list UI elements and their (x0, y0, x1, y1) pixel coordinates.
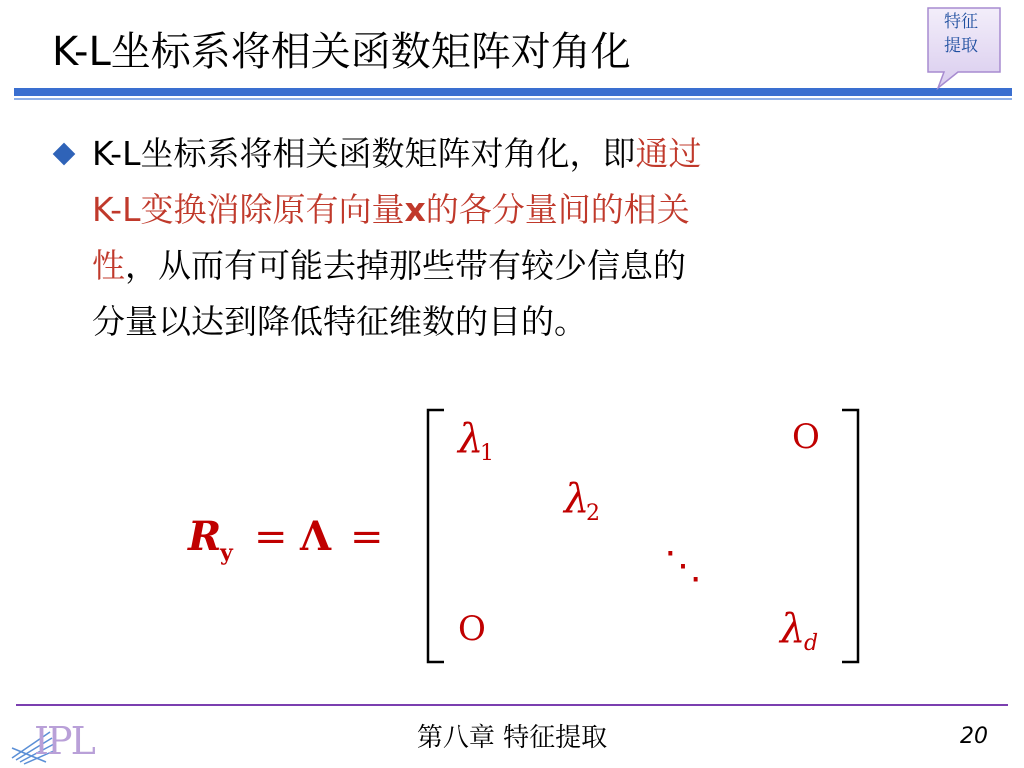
right-bracket (842, 410, 858, 662)
bullet-line-4: 分量以达到降低特征维数的目的。 (92, 302, 587, 341)
highlight-text: 性 (92, 246, 125, 285)
vector-x: x (404, 190, 426, 229)
highlight-text: 的各分量间的相关 (425, 190, 690, 229)
slide-title: K-L坐标系将相关函数矩阵对角化 (52, 29, 631, 75)
zero-top-right: O (792, 417, 820, 457)
equals-2: = (350, 514, 384, 560)
text-segment: K-L坐标系将相关函数矩阵对角化，即 (92, 134, 636, 173)
covariance-equation (180, 400, 880, 670)
callout-label (924, 10, 998, 58)
title-divider (14, 88, 1012, 96)
equals-1: = (254, 514, 288, 560)
bullet-text (92, 126, 952, 350)
page-number: 20 (960, 724, 988, 749)
logo-text: IPL (34, 719, 94, 763)
highlight-text: 通过 (635, 134, 702, 173)
lambda-1: λ (458, 416, 484, 462)
lambda-d-subscript: d (804, 631, 819, 656)
text-segment: ，从而有可能去掉那些带有较少信息的 (125, 246, 686, 285)
bullet-line-1 (92, 126, 952, 182)
lambda-1-subscript: 1 (480, 441, 494, 466)
lambda-matrix: Λ (300, 513, 332, 560)
lambda-2-subscript: 2 (586, 501, 600, 526)
highlight-text: K-L变换消除原有向量 (92, 190, 405, 229)
lhs-subscript: y (220, 540, 233, 566)
callout-line-1: 特征 (944, 12, 978, 32)
bullet-line-2 (92, 182, 952, 238)
zero-bottom-left: O (458, 609, 486, 649)
diamond-bullet-icon (53, 143, 76, 166)
title-divider-thin (14, 98, 1012, 100)
lambda-d: λ (780, 606, 806, 652)
footer-chapter-title: 第八章 特征提取 (416, 723, 608, 753)
left-bracket (428, 410, 444, 662)
diagonal-dots: ⋱ (664, 543, 702, 587)
lhs-symbol: R (188, 513, 222, 560)
bullet-line-3 (92, 238, 952, 294)
callout-line-2: 提取 (944, 36, 978, 56)
footer-divider (16, 704, 1008, 706)
lambda-2: λ (564, 476, 590, 522)
